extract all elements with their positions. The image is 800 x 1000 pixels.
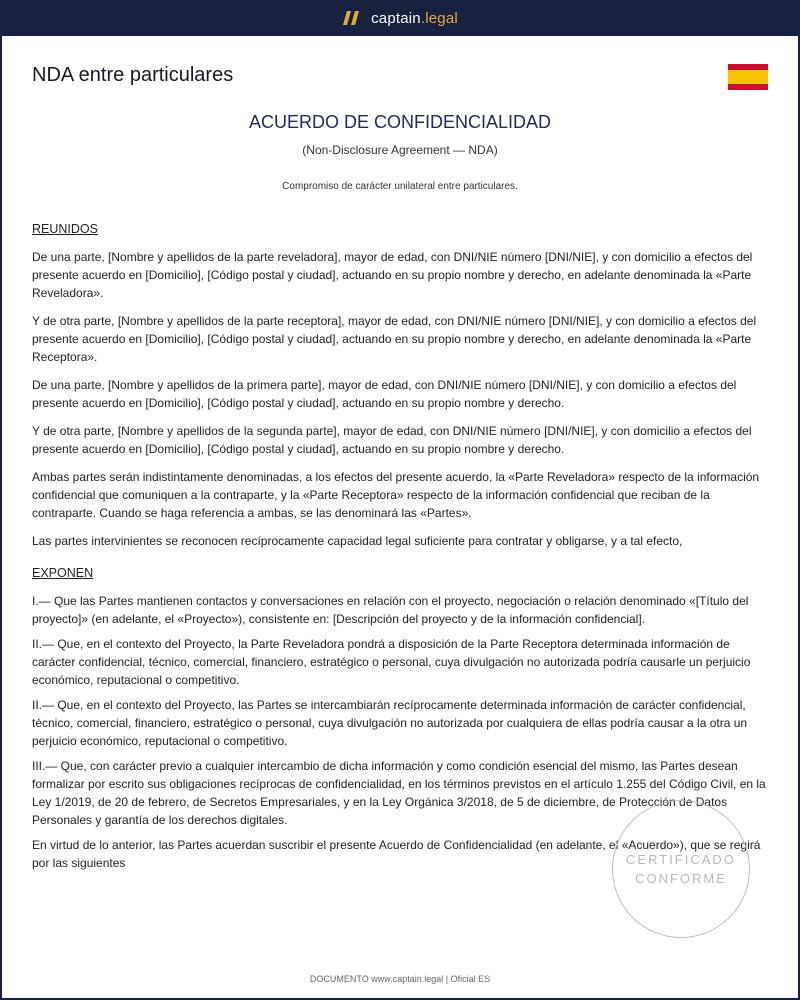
exponen-paragraph: III.— Que, con carácter previo a cualquier intercambio de dicha información y como condición esencial del mismo, las Partes desean formalizar por escrito sus obligaciones recíprocas de confidencialidad, en los términos previstos en el artículo 1.255 del Código Civil, en la Ley 1/2019, de 20 de febrero, de Secretos Empresariales, y en la Ley Orgánica 3/2018, de 5 de diciembre, de Protección de Datos Personales y garantía de los derechos digitales. (32, 759, 766, 827)
section-title-exponen: EXPONEN (32, 566, 94, 580)
reunidos-paragraph: Las partes intervinientes se reconocen recíprocamente capacidad legal suficiente para contratar y obligarse, y a tal efecto, (32, 534, 683, 548)
reunidos-paragraph: De una parte, [Nombre y apellidos de la primera parte], mayor de edad, con DNI/NIE número [DNI/NIE], y con domicilio a efectos del presente acuerdo en [Domicilio], [Código postal y ciudad], actuando en su propio nombre y derecho. (32, 378, 737, 410)
document-subtitle: (Non-Disclosure Agreement — NDA) (302, 143, 498, 157)
reunidos-paragraph: Ambas partes serán indistintamente denominadas, a los efectos del presente acuerdo, la «Parte Reveladora» respecto de la información confidencial que comuniquen a la contraparte, y la «Parte Receptora» respecto de la información confidencial que reciban de la contraparte. Cuando se haga referencia a ambas, se las denominará las «Partes». (32, 470, 760, 520)
document-commitment: Compromiso de carácter unilateral entre particulares. (282, 181, 518, 192)
top-bar (0, 0, 800, 36)
document-body (32, 220, 772, 879)
section-title-reunidos: REUNIDOS (32, 222, 98, 236)
brand-logo[interactable] (342, 10, 458, 27)
stamp-line-2: CONFORME (635, 871, 727, 886)
document-header: NDA entre particulares (32, 64, 234, 86)
brand-name: captain.legal (371, 9, 458, 27)
document-footer: DOCUMENTO www.captain.legal | Oficial ES (309, 974, 491, 984)
exponen-paragraph: II.— Que, en el contexto del Proyecto, las Partes se intercambiarán recíprocamente determinada información de carácter confidencial, técnico, comercial, financiero, estratégico o personal, cuya divulgación no autorizada por cualquiera de ellas podría causar a la otra un perjuicio económico, reputacional o competitivo. (32, 698, 748, 748)
reunidos-paragraph: Y de otra parte, [Nombre y apellidos de la parte receptora], mayor de edad, con DNI/NIE número [DNI/NIE], y con domicilio a efectos del presente acuerdo en [Domicilio], [Código postal y ciudad], actuando en su propio nombre y derecho, en adelante denominada la «Parte Receptora». (32, 314, 757, 364)
stamp-line-1: CERTIFICADO (626, 852, 736, 867)
reunidos-paragraph: De una parte, [Nombre y apellidos de la parte reveladora], mayor de edad, con DNI/NIE número [DNI/NIE], y con domicilio a efectos del presente acuerdo en [Domicilio], [Código postal y ciudad], actuando en su propio nombre y derecho, en adelante denominada la «Parte Reveladora». (32, 250, 753, 300)
exponen-paragraph: En virtud de lo anterior, las Partes acuerdan suscribir el presente Acuerdo de Confidencialidad (en adelante, el «Acuerdo»), que se regirá por las siguientes (32, 838, 761, 870)
captain-logo-icon (342, 10, 362, 26)
document-page (2, 36, 798, 998)
document-title: ACUERDO DE CONFIDENCIALIDAD (248, 112, 552, 132)
reunidos-paragraph: Y de otra parte, [Nombre y apellidos de la segunda parte], mayor de edad, con DNI/NIE número [DNI/NIE], y con domicilio a efectos del presente acuerdo en [Domicilio], [Código postal y ciudad], actuando en su propio nombre y derecho. (32, 424, 752, 456)
exponen-paragraph: I.— Que las Partes mantienen contactos y conversaciones en relación con el proyecto, negociación o relación denominado «[Título del proyecto]» (en adelante, el «Proyecto»), consistente en: [Descripción del proyecto y de la información confidencial]. (32, 594, 749, 626)
exponen-paragraph: II.— Que, en el contexto del Proyecto, la Parte Reveladora pondrá a disposición de la Parte Receptora determinada información de carácter confidencial, técnico, comercial, financiero, estratégico o personal, cuya divulgación no autorizada podría causarle un perjuicio económico, reputacional o competitivo. (32, 637, 751, 687)
spain-flag-icon (728, 64, 768, 90)
certified-stamp (612, 800, 750, 938)
